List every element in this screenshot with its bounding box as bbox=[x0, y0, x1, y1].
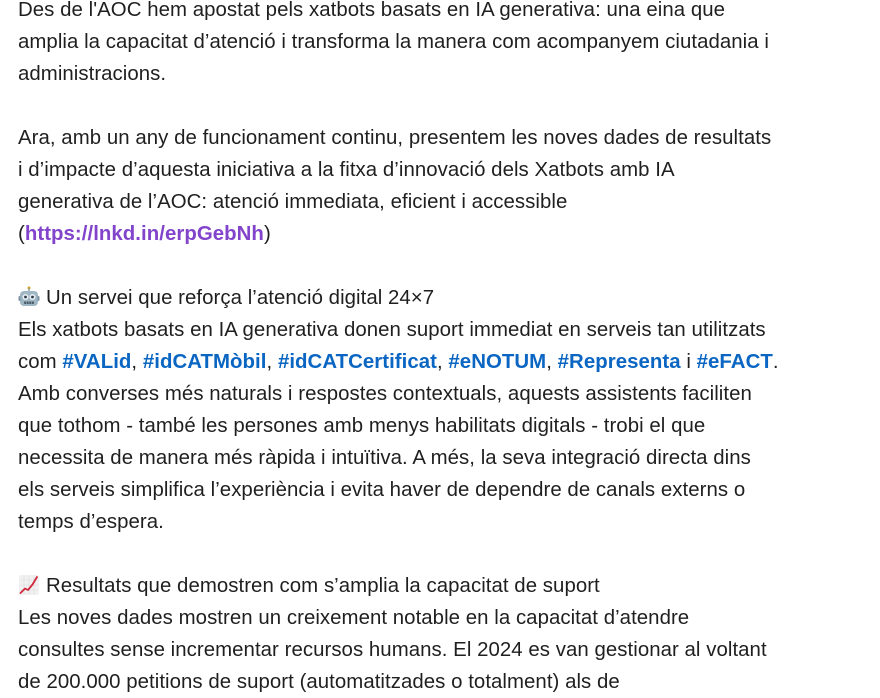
innovation-sheet-link[interactable]: https://lnkd.in/erpGebNh bbox=[24, 223, 264, 245]
paragraph-spacer bbox=[18, 538, 878, 570]
hashtag-valid[interactable]: #VALid bbox=[62, 351, 132, 373]
section-2-heading: Resultats que demostren com s’amplia la capacitat de suport bbox=[46, 575, 600, 597]
paragraph-2-link-line bbox=[18, 218, 878, 250]
section-2-heading-line bbox=[18, 570, 878, 602]
robot-face-icon bbox=[18, 286, 40, 308]
section-2-line-2: consultes sense incrementar recursos humans. El 2024 es van gestionar al voltant bbox=[18, 639, 767, 661]
hashtag-idcatcertificat[interactable]: #idCATCertificat bbox=[277, 351, 437, 373]
separator: , bbox=[436, 351, 449, 373]
separator: i bbox=[680, 351, 697, 373]
section-1-heading: Un servei que reforça l’atenció digital 24×7 bbox=[46, 287, 435, 309]
hashtag-representa[interactable]: #Representa bbox=[557, 351, 681, 373]
section-1-hashtags-line bbox=[18, 346, 878, 378]
separator: . bbox=[772, 351, 779, 373]
chart-increasing-icon bbox=[18, 574, 40, 596]
section-1-line-3: Amb converses més naturals i respostes contextuals, aquests assistents faciliten bbox=[18, 383, 752, 405]
paragraph-2-line-3: generativa de l’AOC: atenció immediata, eficient i accessible bbox=[18, 191, 568, 213]
paren-close: ) bbox=[263, 223, 271, 245]
section-1-line-1: Els xatbots basats en IA generativa donen suport immediat en serveis tan utilitzats bbox=[18, 319, 766, 341]
post-body bbox=[18, 0, 878, 698]
paragraph-1-line-3: administracions. bbox=[18, 63, 167, 85]
paragraph-2-line-2: i d’impacte d’aquesta iniciativa a la fitxa d’innovació dels Xatbots amb IA bbox=[18, 159, 675, 181]
separator: , bbox=[131, 351, 143, 373]
section-1-heading-line bbox=[18, 282, 878, 314]
paragraph-spacer bbox=[18, 250, 878, 282]
paragraph-spacer bbox=[18, 90, 878, 122]
paragraph-1-line-2: amplia la capacitat d’atenció i transforma la manera com acompanyem ciutadania i bbox=[18, 31, 769, 53]
paragraph-1-line-1: Des de l'AOC hem apostat pels xatbots basats en IA generativa: una eina que bbox=[18, 0, 726, 21]
hashtag-prefix: com bbox=[18, 351, 63, 373]
section-1-line-5: necessita de manera més ràpida i intuïtiva. A més, la seva integració directa dins bbox=[18, 447, 751, 469]
paragraph-2-line-1: Ara, amb un any de funcionament continu, presentem les noves dades de resultats bbox=[18, 127, 772, 149]
section-1-line-6: els serveis simplifica l’experiència i evita haver de dependre de canals externs o bbox=[18, 479, 746, 501]
section-1-line-7: temps d’espera. bbox=[18, 511, 164, 533]
section-2-line-3-clipped: de 200.000 petitions de suport (automatitzades o totalment) als de bbox=[18, 671, 620, 693]
hashtag-efact[interactable]: #eFACT bbox=[696, 351, 773, 373]
section-1-line-4: que tothom - també les persones amb menys habilitats digitals - trobi el que bbox=[18, 415, 706, 437]
section-2-line-1: Les noves dades mostren un creixement notable en la capacitat d’atendre bbox=[18, 607, 690, 629]
hashtag-enotum[interactable]: #eNOTUM bbox=[448, 351, 547, 373]
hashtag-idcatmobil[interactable]: #idCATMòbil bbox=[142, 351, 267, 373]
separator: , bbox=[546, 351, 558, 373]
separator: , bbox=[266, 351, 278, 373]
paren-open: ( bbox=[18, 223, 25, 245]
